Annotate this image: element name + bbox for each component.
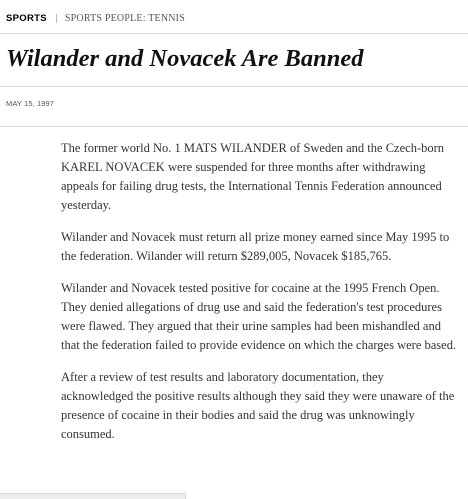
- headline-divider: [0, 86, 468, 87]
- header-divider: [0, 33, 468, 34]
- article-paragraph: Wilander and Novacek tested positive for cocaine at the 1995 French Open. They denied allegations of drug use and said the federation's test procedures were flawed. They argued that their urine samples had been mishandled and that the federation failed to provide evidence on which the charges were based.: [61, 281, 457, 352]
- section-link-sports[interactable]: SPORTS: [6, 12, 47, 24]
- byline-divider: [0, 126, 468, 127]
- subsection-link-tennis[interactable]: SPORTS PEOPLE: TENNIS: [64, 12, 185, 24]
- section-kicker: [6, 11, 185, 25]
- article-paragraph: Wilander and Novacek must return all prize money earned since May 1995 to the federation. Wilander will return $289,005, Novacek $185,765.: [61, 230, 450, 263]
- article-paragraph: After a review of test results and laboratory documentation, they acknowledged the positive results although they said they were unaware of the presence of cocaine in their bodies and said the drug was unknowingly consumed.: [61, 370, 455, 441]
- article-body: [61, 139, 459, 457]
- kicker-divider: [56, 14, 57, 23]
- article-date: MAY 15, 1997: [6, 99, 55, 108]
- article-headline: Wilander and Novacek Are Banned: [6, 45, 364, 72]
- footer-panel: [0, 493, 186, 499]
- article-paragraph: The former world No. 1 MATS WILANDER of Sweden and the Czech-born KAREL NOVACEK were suspended for three months after withdrawing appeals for failing drug tests, the International Tennis Federation announced yesterday.: [61, 141, 445, 212]
